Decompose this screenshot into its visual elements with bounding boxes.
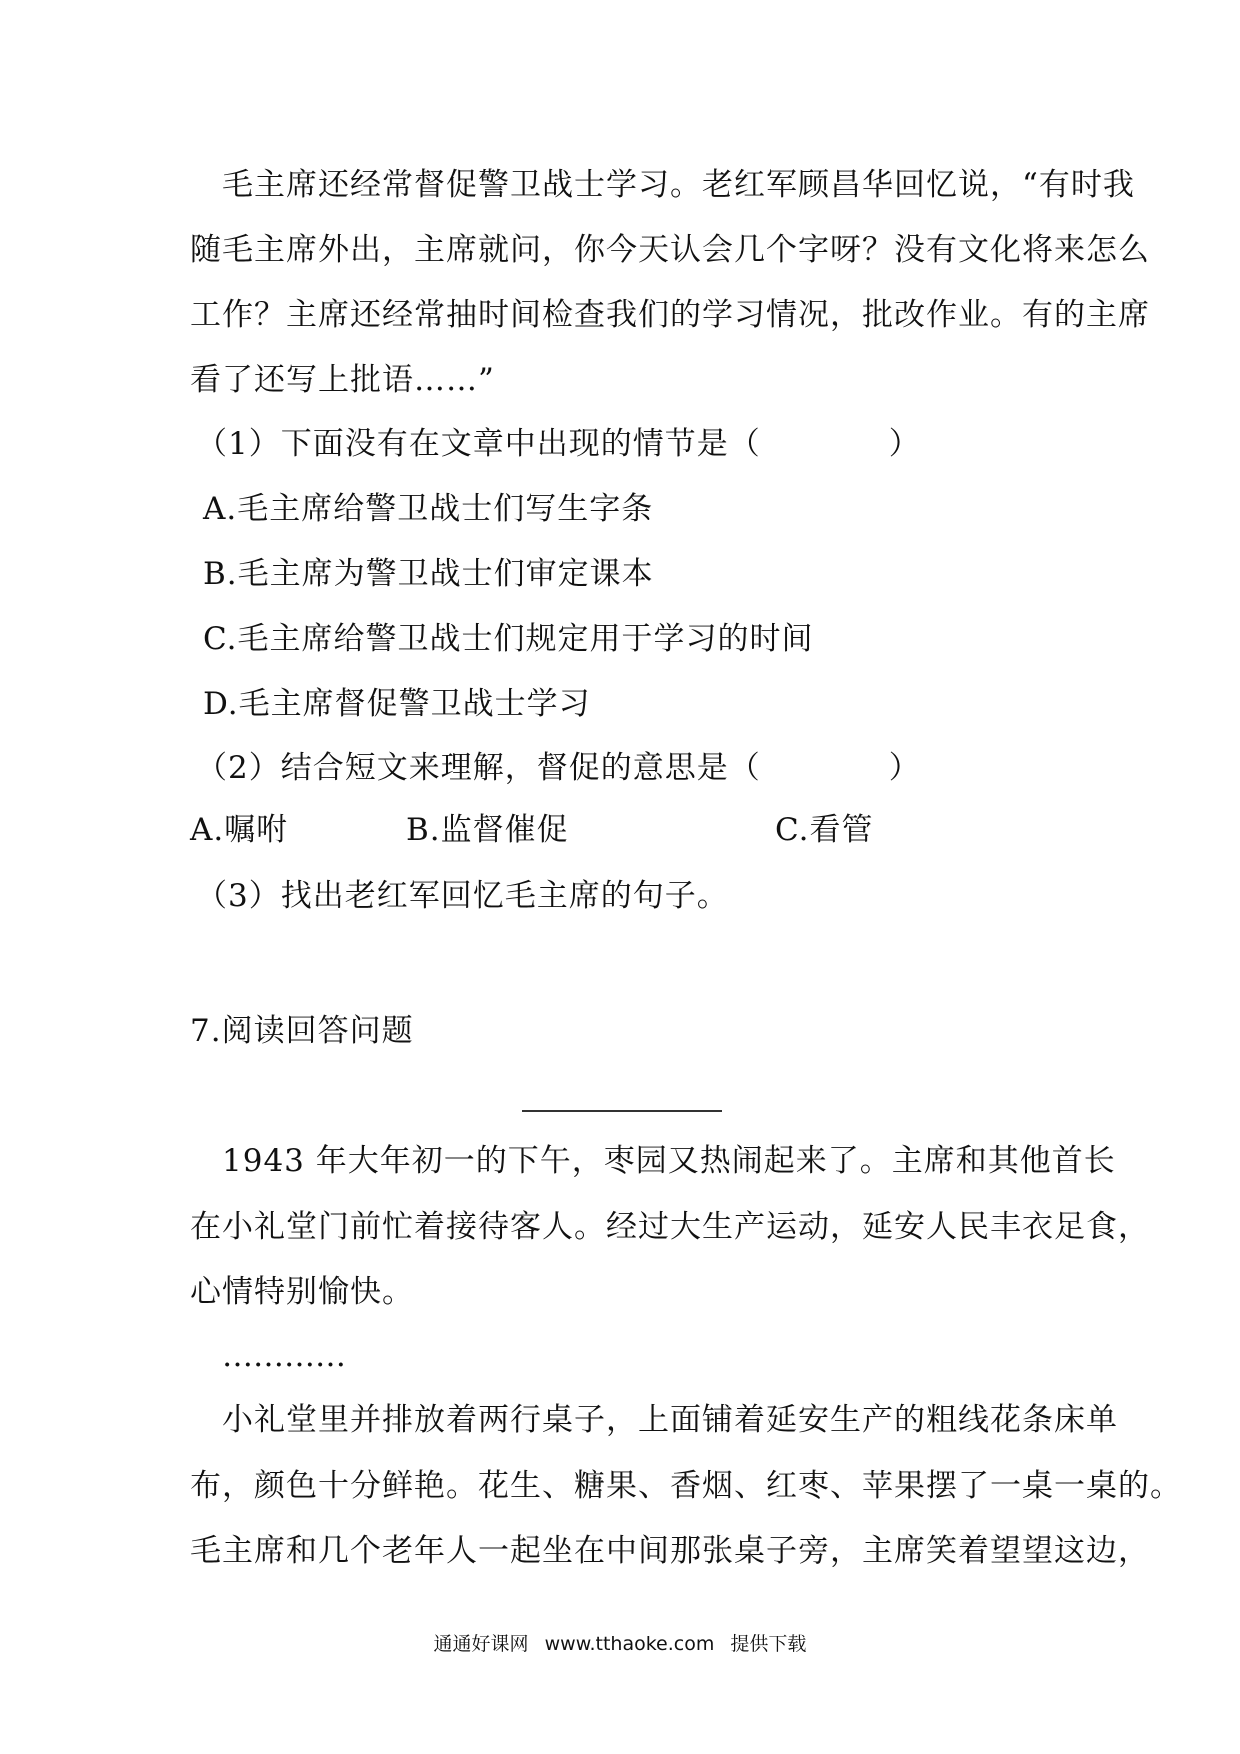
section-7-para1-line-3: 心情特别愉快。 bbox=[190, 1274, 414, 1310]
title-blank-line bbox=[522, 1110, 722, 1112]
passage-line-4: 看了还写上批语……” bbox=[190, 362, 495, 398]
question-1-prompt: （1）下面没有在文章中出现的情节是（ ） bbox=[196, 426, 921, 462]
footer-site-name: 通通好课网 bbox=[433, 1633, 529, 1655]
footer-url[interactable]: www.tthaoke.com bbox=[544, 1633, 715, 1655]
question-2-option-a: A.嘱咐 bbox=[190, 812, 289, 848]
section-7-title: 7.阅读回答问题 bbox=[190, 1013, 414, 1049]
question-1-option-b: B.毛主席为警卫战士们审定课本 bbox=[203, 556, 654, 592]
question-1-option-d: D.毛主席督促警卫战士学习 bbox=[203, 686, 591, 722]
section-7-para1-line-1: 1943 年大年初一的下午，枣园又热闹起来了。主席和其他首长 bbox=[222, 1143, 1116, 1179]
question-1-option-a: A.毛主席给警卫战士们写生字条 bbox=[203, 491, 654, 527]
footer-suffix: 提供下载 bbox=[730, 1633, 807, 1655]
question-2-option-b: B.监督催促 bbox=[406, 812, 569, 848]
section-7-para2-line-3: 毛主席和几个老年人一起坐在中间那张桌子旁，主席笑着望望这边， bbox=[190, 1533, 1150, 1569]
passage-line-1: 毛主席还经常督促警卫战士学习。老红军顾昌华回忆说，“有时我 bbox=[222, 167, 1135, 203]
passage-line-2: 随毛主席外出，主席就问，你今天认会几个字呀？没有文化将来怎么 bbox=[190, 232, 1150, 268]
section-7-ellipsis: ………… bbox=[222, 1338, 346, 1374]
section-7-para2-line-1: 小礼堂里并排放着两行桌子，上面铺着延安生产的粗线花条床单 bbox=[222, 1402, 1118, 1438]
passage-line-3: 工作？主席还经常抽时间检查我们的学习情况，批改作业。有的主席 bbox=[190, 297, 1150, 333]
question-2-prompt: （2）结合短文来理解，督促的意思是（ ） bbox=[196, 750, 921, 786]
question-2-option-c: C.看管 bbox=[775, 812, 874, 848]
question-1-option-c: C.毛主席给警卫战士们规定用于学习的时间 bbox=[203, 621, 814, 657]
section-7-para1-line-2: 在小礼堂门前忙着接待客人。经过大生产运动，延安人民丰衣足食， bbox=[190, 1209, 1150, 1245]
section-7-para2-line-2: 布，颜色十分鲜艳。花生、糖果、香烟、红枣、苹果摆了一桌一桌的。 bbox=[190, 1468, 1182, 1504]
page-footer bbox=[0, 1630, 1240, 1658]
question-3-prompt: （3）找出老红军回忆毛主席的句子。 bbox=[196, 878, 729, 914]
